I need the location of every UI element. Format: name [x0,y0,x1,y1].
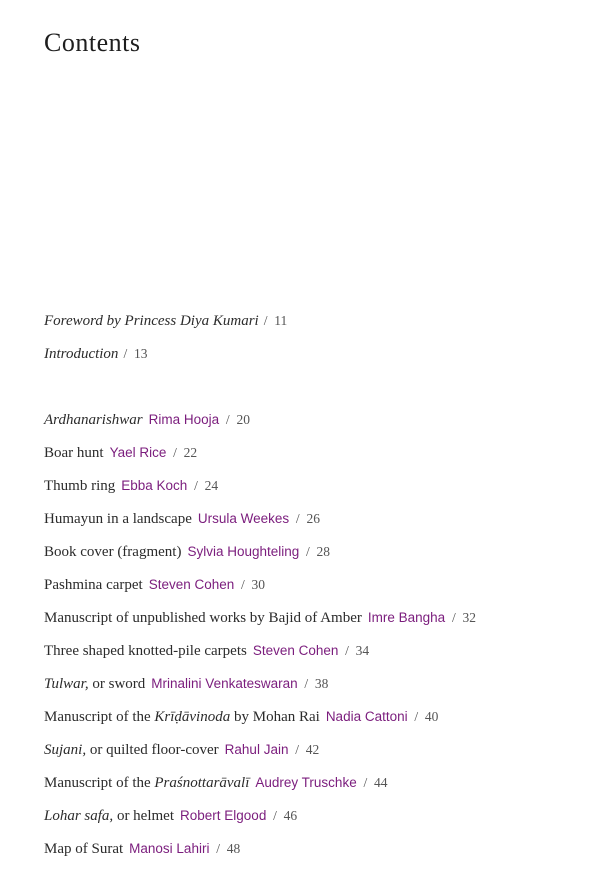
entry-separator: / [345,643,349,658]
toc-entry[interactable] [44,774,387,792]
entry-page-number: 34 [355,643,370,658]
entry-separator: / [194,478,198,493]
entry-title-italic: Tulwar, [44,676,89,692]
entry-separator: / [451,610,456,625]
entry-separator: / [363,775,368,790]
entry-separator: / [173,445,177,460]
entry-page-number: 30 [251,577,266,592]
entry-page-number: 38 [314,676,329,691]
toc-entry[interactable] [44,576,265,594]
entry-title: or quilted floor-cover [86,742,219,758]
entry-separator: / [306,544,310,559]
entry-title-italic: Lohar safa, [44,808,114,824]
entry-separator: / [414,709,419,724]
toc-entry-introduction[interactable] [44,345,147,363]
entry-separator: / [123,346,128,361]
entry-author: Rima Hooja [148,412,220,427]
entry-page-number: 24 [204,478,219,493]
entry-author: Ebba Koch [121,478,188,493]
entry-page-number: 46 [283,808,298,823]
entry-page-number: 26 [306,511,320,526]
toc-entry[interactable] [44,543,330,561]
entry-page-number: 32 [462,610,476,625]
entry-page-number: 40 [424,709,439,724]
entry-page-number: 44 [373,775,388,790]
entry-separator: / [273,808,277,823]
entry-title: Introduction [44,346,119,362]
entry-title: Manuscript of unpublished works by Bajid of Amber [44,610,362,626]
toc-entry[interactable] [44,840,240,858]
entry-page-number: 28 [316,544,331,559]
entry-separator: / [263,313,268,328]
entry-author: Yael Rice [109,445,167,460]
entry-title-tail: by Mohan Rai [230,709,320,725]
entry-author: Mrinalini Venkateswaran [151,676,298,691]
entry-author: Ursula Weekes [197,511,290,526]
entry-author: Rahul Jain [224,742,289,757]
entry-title: or helmet [113,808,175,824]
toc-entry[interactable] [44,477,218,495]
entry-title: Boar hunt [44,445,104,461]
toc-entry[interactable] [44,642,369,660]
entry-title-italic: Ardhanarishwar [44,412,143,428]
entry-separator: / [225,412,230,427]
entry-title: or sword [88,676,146,692]
entry-title: Pashmina carpet [44,577,143,593]
entry-author: Nadia Cattoni [325,709,408,724]
entry-title: Map of Surat [44,841,124,857]
entry-title: Thumb ring [44,478,116,494]
entry-title-italic: Sujani, [44,742,87,758]
entry-author: Audrey Truschke [255,775,357,790]
toc-entry[interactable] [44,807,297,825]
toc-entry[interactable] [44,444,197,462]
entry-title: Manuscript of the [44,709,155,725]
entry-title: Book cover (fragment) [44,544,182,560]
entry-title: Three shaped knotted-pile carpets [44,643,247,659]
entry-author: Steven Cohen [148,577,235,592]
entry-author: Robert Elgood [180,808,267,823]
toc-entry[interactable] [44,708,438,726]
toc-entry[interactable] [44,609,476,627]
entry-author: Manosi Lahiri [129,841,210,856]
entry-author: Sylvia Houghteling [187,544,300,559]
toc-entry[interactable] [44,510,320,528]
entry-title: Humayun in a landscape [44,511,192,527]
entry-separator: / [295,511,300,526]
entry-author: Imre Bangha [367,610,446,625]
toc-entry-foreword[interactable] [44,312,287,330]
entry-separator: / [241,577,245,592]
entry-page-number: 20 [236,412,250,427]
entry-separator: / [216,841,220,856]
entry-page-number: 48 [226,841,241,856]
entry-page-number: 42 [305,742,320,757]
entry-title-italic-2: Krīḍāvinoda [154,709,231,725]
entry-page-number: 22 [183,445,198,460]
toc-entry[interactable] [44,675,328,693]
toc-entry[interactable] [44,741,319,759]
entry-page-number: 13 [133,346,148,361]
entry-separator: / [304,676,309,691]
entry-separator: / [295,742,299,757]
page-title: Contents [44,28,141,57]
entry-title: Manuscript of the [44,775,155,791]
entry-title-italic-2: Praśnottarāvalī [154,775,250,791]
toc-entry[interactable] [44,411,250,429]
entry-title: Foreword by Princess Diya Kumari [44,313,259,329]
entry-author: Steven Cohen [252,643,339,658]
entry-page-number: 11 [274,313,288,328]
